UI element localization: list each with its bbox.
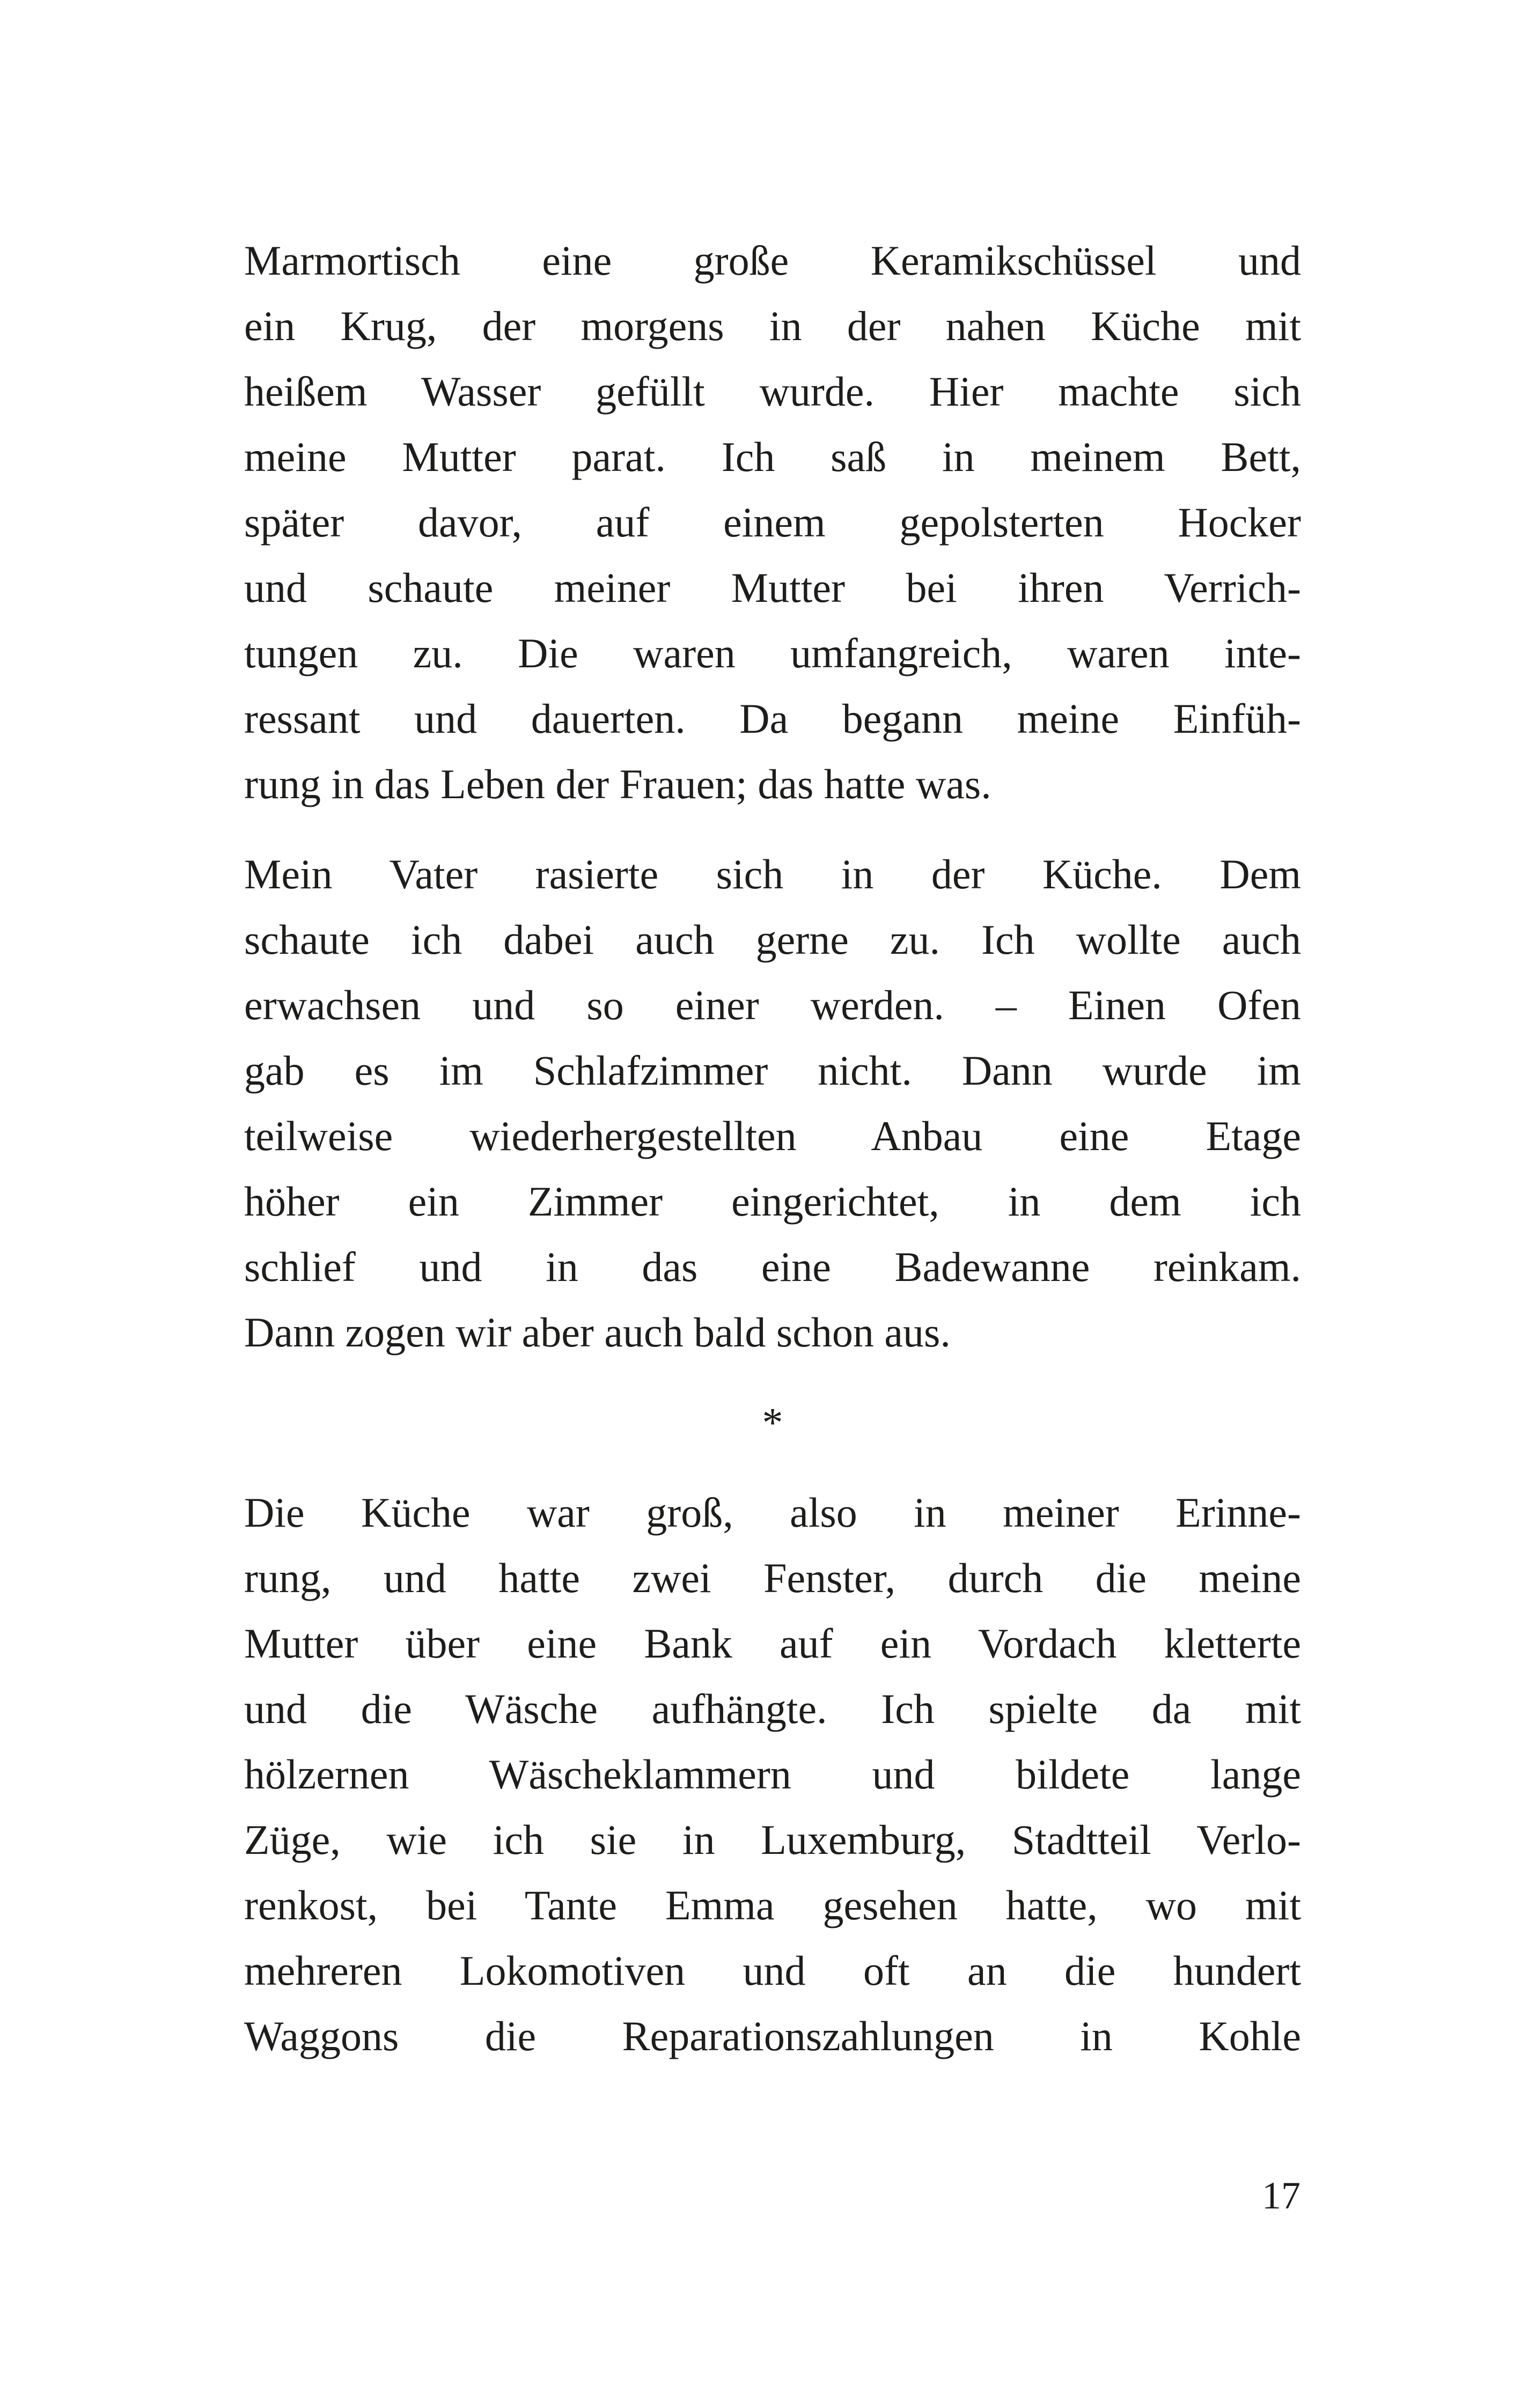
text-line: schaute ich dabei auch gerne zu. Ich wollte auch <box>244 916 1301 963</box>
text-line: rung in das Leben der Frauen; das hatte was. <box>244 761 991 807</box>
text-line: schlief und in das eine Badewanne reinkam. <box>244 1243 1301 1290</box>
text-line: mehreren Lokomotiven und oft an die hundert <box>244 1947 1301 1994</box>
text-line: hölzernen Wäscheklammern und bildete lange <box>244 1751 1301 1798</box>
paragraph <box>244 1480 1301 2069</box>
text-line: meine Mutter parat. Ich saß in meinem Bett, <box>244 433 1301 480</box>
text-line: Die Küche war groß, also in meiner Erinne- <box>244 1489 1301 1536</box>
text-line: tungen zu. Die waren umfangreich, waren inte- <box>244 630 1301 676</box>
text-block <box>244 228 1301 2094</box>
text-line: Dann zogen wir aber auch bald schon aus. <box>244 1309 951 1356</box>
text-line: Mein Vater rasierte sich in der Küche. Dem <box>244 851 1301 897</box>
text-line: gab es im Schlafzimmer nicht. Dann wurde im <box>244 1047 1301 1094</box>
text-line: heißem Wasser gefüllt wurde. Hier machte sich <box>244 368 1301 415</box>
text-line: teilweise wiederhergestellten Anbau eine Etage <box>244 1113 1301 1159</box>
text-line: rung, und hatte zwei Fenster, durch die meine <box>244 1555 1301 1601</box>
text-line: erwachsen und so einer werden. – Einen Ofen <box>244 982 1301 1028</box>
text-line: Züge, wie ich sie in Luxemburg, Stadtteil Verlo- <box>244 1816 1301 1863</box>
text-line: Marmortisch eine große Keramikschüssel und <box>244 237 1301 284</box>
text-line: höher ein Zimmer eingerichtet, in dem ich <box>244 1178 1301 1225</box>
text-line: und schaute meiner Mutter bei ihren Verrich- <box>244 564 1301 611</box>
text-line: renkost, bei Tante Emma gesehen hatte, wo mit <box>244 1882 1301 1928</box>
text-line: und die Wäsche aufhängte. Ich spielte da mit <box>244 1685 1301 1732</box>
text-line: Mutter über eine Bank auf ein Vordach kletterte <box>244 1620 1301 1667</box>
text-line: ressant und dauerten. Da begann meine Einfüh- <box>244 695 1301 742</box>
text-line: Waggons die Reparationszahlungen in Kohle <box>244 2013 1301 2059</box>
paragraph <box>244 842 1301 1365</box>
page-number: 17 <box>1262 2174 1300 2217</box>
text-line: ein Krug, der morgens in der nahen Küche mit <box>244 303 1301 349</box>
section-separator: * <box>762 1399 783 1446</box>
paragraph <box>244 228 1301 817</box>
text-line: später davor, auf einem gepolsterten Hocker <box>244 499 1301 546</box>
